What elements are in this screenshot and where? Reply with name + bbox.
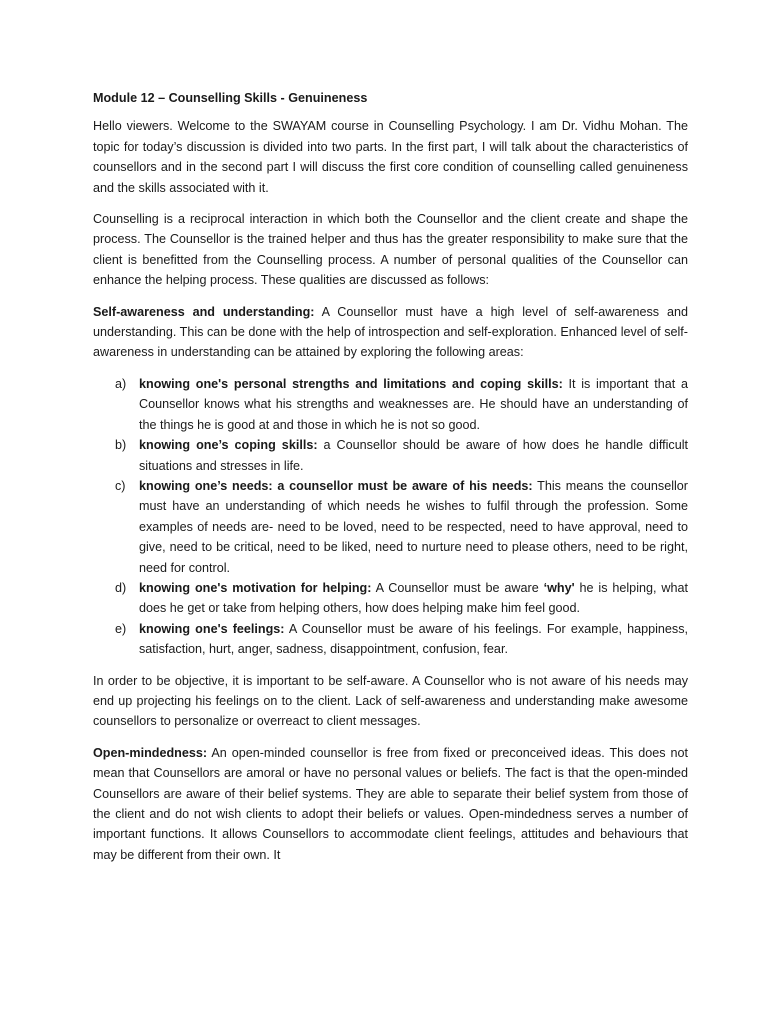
list-item-heading: knowing one's feelings: [139, 621, 285, 636]
list-item-label: b) [115, 438, 127, 453]
list-item [93, 435, 688, 476]
list-item-label: d) [115, 580, 127, 595]
list-item-label: e) [115, 621, 127, 636]
list-item-heading: knowing one's motivation for helping: [139, 580, 372, 595]
list-item-text: It is important that a Counsellor knows what his strengths and weaknesses are. He should have an understanding of the things he is good at and those in which he is not so good. [139, 376, 688, 432]
list-item [93, 374, 688, 435]
list-item-heading: knowing one's personal strengths and limitations and coping skills: [139, 376, 563, 391]
list-item [93, 476, 688, 578]
self-awareness-list [93, 374, 688, 660]
list-item-emphasis: ‘why' [543, 580, 575, 595]
list-item [93, 578, 688, 619]
list-item-text: This means the counsellor must have an understanding of which needs he wishes to fulfil through the profession. Some examples of needs are- need to be loved, need to be respected, need to have approval, need to give, need to be critical, need to be liked, need to nurture need to please others, need to be right, need for control. [139, 478, 688, 575]
open-mindedness-text: An open-minded counsellor is free from fixed or preconceived ideas. This does not mean that Counsellors are amoral or have no personal values or beliefs. The fact is that the open-minded Counsellors are aware of their belief systems. They are able to separate their belief system from those of the client and do not wish clients to adopt their beliefs or values. Open-mindedness serves a number of important functions. It allows Counsellors to accommodate client feelings, attitudes and behaviours that may be different from their own. It [93, 745, 688, 862]
list-item-text: A Counsellor must be aware [371, 580, 544, 595]
list-item-heading: knowing one’s coping skills: [139, 438, 318, 453]
document-title: Module 12 – Counselling Skills - Genuineness [93, 91, 368, 105]
counselling-paragraph: Counselling is a reciprocal interaction in which both the Counsellor and the client create and shape the process. The Counsellor is the trained helper and thus has the greater responsibility to make sure that the client is benefitted from the Counselling process. A number of personal qualities of the Counsellor can enhance the helping process. These qualities are discussed as follows: [93, 212, 688, 288]
self-awareness-text: A Counsellor must have a high level of self-awareness and understanding. This can be done with the help of introspection and self-exploration. Enhanced level of self-awareness in understanding can be attained by exploring the following areas: [93, 304, 688, 360]
self-awareness-heading: Self-awareness and understanding: [93, 304, 315, 319]
list-item-heading: knowing one’s needs: a counsellor must be aware of his needs: [139, 478, 533, 493]
list-item-label: c) [115, 478, 126, 493]
list-item [93, 619, 688, 660]
document-page [93, 88, 688, 876]
list-item-text-continued: he is helping, what does he get or take from helping others, how does helping make him feel good. [139, 580, 688, 616]
open-mindedness-paragraph [93, 743, 688, 865]
list-item-label: a) [115, 376, 127, 391]
open-mindedness-heading: Open-mindedness: [93, 745, 208, 760]
list-item-text: a Counsellor should be aware of how does he handle difficult situations and stresses in life. [139, 438, 688, 473]
intro-paragraph: Hello viewers. Welcome to the SWAYAM course in Counselling Psychology. I am Dr. Vidhu Mohan. The topic for today’s discussion is divided into two parts. In the first part, I will talk about the characteristics of counsellors and in the second part I will discuss the first core condition of counselling called genuineness and the skills associated with it. [93, 119, 688, 195]
self-awareness-paragraph [93, 302, 688, 363]
list-item-text: A Counsellor must be aware of his feelings. For example, happiness, satisfaction, hurt, anger, sadness, disappointment, confusion, fear. [139, 621, 688, 657]
objectivity-paragraph: In order to be objective, it is important to be self-aware. A Counsellor who is not aware of his needs may end up projecting his feelings on to the client. Lack of self-awareness and understanding make awesome counsellors to personalize or overreact to client messages. [93, 673, 688, 729]
